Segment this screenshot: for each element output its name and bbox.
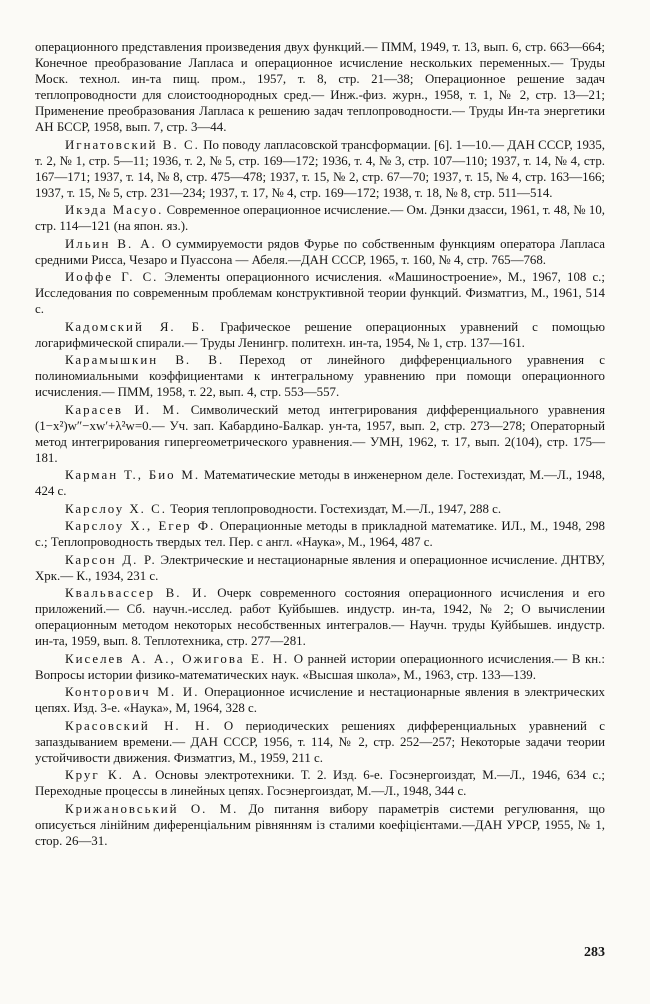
entry-text: Основы электротехники. Т. 2. Изд. 6-е. Госэнергоиздат, М.—Л., 1946, 634 с.; Переходные процессы в линейных цепях. Госэнергоиздат, М.—Л., 1948, 344 с. [35,768,605,798]
entry-text: Электрические и нестационарные явления и операционное исчисление. ДНТВУ, Хрк.— К., 1934, 231 с. [35,552,605,583]
bibliography-entry [35,352,605,400]
entry-text: О периодических решениях дифференциальных уравнений с запаздыванием времени.— ДАН СССР, 1956, т. 114, № 2, стр. 252—257; Некоторые задачи теории устойчивости движения. Физматгиз, М., 1959, 211 с. [35,718,605,765]
entry-author: Карамышкин В. В. [65,353,225,367]
entry-author: Квальвассер В. И. [65,586,209,600]
entry-author: Красовский Н. Н. [65,718,212,733]
bibliography-entry [35,269,605,317]
entry-author: Игнатовский В. С. [65,137,200,152]
bibliography-entry [35,718,605,766]
entry-author: Икэда Масуо. [65,203,164,217]
entry-text: О суммируемости рядов Фурье по собственным функциям оператора Лапласа средними Рисса, Чезаро и Пуассона — Абеля.—ДАН СССР, 1965, т. 160, № 4, стр. 765—768. [35,236,605,267]
bibliography-entry [35,236,605,268]
entry-text: Теория теплопроводности. Гостехиздат, М.—Л., 1947, 288 с. [170,501,502,516]
entry-author: Карман Т., Био М. [65,468,201,482]
entry-text: Операционное исчисление и нестационарные явления в электрических цепях. Изд. 3-е. «Наука», М, 1964, 328 с. [35,685,605,715]
entry-author: Ильин В. А. [65,236,157,251]
bibliography-entry [35,684,605,716]
bibliography-entry [35,467,605,499]
entry-text: О ранней истории операционного исчисления.— В кн.: Вопросы истории физико-математических наук. «Высшая школа», М., 1963, стр. 133—139. [35,651,605,682]
entry-text: Элементы операционного исчисления. «Машиностроение», М., 1967, 108 с.; Исследования по современным проблемам конструктивной теории функций. Физматгиз, М., 1961, 514 с. [35,270,605,316]
entry-author: Круг К. А. [65,768,149,782]
entry-author: Киселев А. А., Ожигова Е. Н. [65,651,290,666]
entry-author: Карасев И. М. [65,402,182,417]
bibliography-entry [35,552,605,584]
entry-text: До питання вибору параметрів системи регулювання, що описується лінійним диференціальним рівнянням із сталими коефіцієнтами.—ДАН УРСР, 1955, № 1, стор. 26—31. [35,801,605,848]
entry-author: Конторович М. И. [65,685,200,699]
bibliography-entry [35,202,605,234]
entry-text: Переход от линейного дифференциального уравнения с полиномиальными коэффициентами к интегральному уравнению при помощи операционного исчисления.— ПММ, 1958, т. 22, вып. 4, стр. 553—557. [35,353,605,399]
bibliography-entry [35,518,605,550]
bibliography-entry [35,801,605,849]
entry-author: Кадомский Я. Б. [65,319,207,334]
entry-author: Карслоу Х. С. [65,501,167,516]
entry-author: Иоффе Г. С. [65,270,159,284]
entry-author: Карсон Д. Р. [65,552,157,567]
bibliography-entry [35,319,605,351]
bibliography-list [35,39,605,849]
bibliography-entry [35,501,605,517]
entry-text: операционного представления произведения двух функций.— ПММ, 1949, т. 13, вып. 6, стр. 663—664; Конечное преобразование Лапласа и операционное исчисление нескольких переменных.— Труды Моск. технол. ин-та пищ. пром., 1957, т. 8, стр. 21—38; Операционное решение задач теплопроводности для слоистооднородных сред.— Инж.-физ. журн., 1958, т. 1, № 2, стр. 13—21; Применение преобразования Лапласа к решению задач теплопроводности.— Труды Ин-та энергетики АН БССР, 1958, вып. 7, стр. 3—44. [35,40,605,134]
entry-text: Современное операционное исчисление.— Ом. Дэнки дзасси, 1961, т. 48, № 10, стр. 114—121 (на япон. яз.). [35,203,605,233]
bibliography-entry [35,402,605,466]
entry-text: Символический метод интегрирования дифференциального уравнения (1−x²)w″−xw′+λ²w=0.— Уч. зап. Кабардино-Балкар. ун-та, 1957, вып. 2, стр. 273—278; Операторный метод интегрирования гипергеометрического уравнения.— УМН, 1962, т. 17, вып. 2(104), стр. 175—181. [35,402,605,465]
bibliography-entry [35,39,605,135]
entry-author: Карслоу Х., Егер Ф. [65,519,216,533]
bibliography-entry [35,767,605,799]
entry-text: Математические методы в инженерном деле. Гостехиздат, М.—Л., 1948, 424 с. [35,468,605,498]
bibliography-entry [35,651,605,683]
page-number: 283 [584,945,605,960]
entry-text: Графическое решение операционных уравнений с помощью логарифмической спирали.— Труды Ленингр. политехн. ин-та, 1954, № 1, стр. 137—161. [35,319,605,350]
entry-text: По поводу лапласовской трансформации. [6]. 1—10.— ДАН СССР, 1935, т. 2, № 1, стр. 5—11; 1936, т. 2, № 5, стр. 169—172; 1936, т. 4, № 3, стр. 107—110; 1937, т. 14, № 4, стр. 167—171; 1937, т. 14, № 8, стр. 475—478; 1937, т. 15, № 2, стр. 67—70; 1937, т. 15, № 4, стр. 163—166; 1937, т. 15, № 5, стр. 231—234; 1937, т. 17, № 4, стр. 169—172; 1938, т. 18, № 8, стр. 511—514. [35,137,606,200]
entry-author: Крижановський О. М. [65,801,239,816]
entry-text: Очерк современного состояния операционного исчисления и его приложений.— Сб. научн.-исслед. работ Куйбышев. индустр. ин-та, 1942, № 2; О вычислении операционным методом некоторых несобственных интегралов.— Научн. труды Куйбышев. индустр. ин-та, 1959, вып. 8. Теплотехника, стр. 277—281. [35,586,605,648]
entry-text: Операционные методы в прикладной математике. ИЛ., М., 1948, 298 с.; Теплопроводность твердых тел. Пер. с англ. «Наука», М., 1964, 487 с. [35,519,605,549]
bibliography-entry [35,585,605,649]
bibliography-entry [35,137,605,201]
